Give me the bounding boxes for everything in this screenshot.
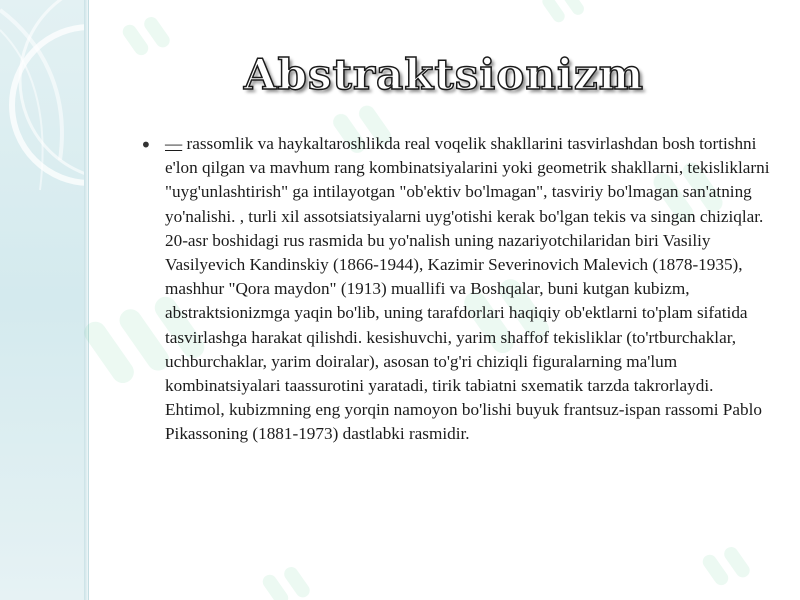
bullet-dot-icon: • xyxy=(140,133,152,157)
bullet-list xyxy=(140,132,770,447)
bullet-text xyxy=(165,132,770,447)
slide-title: Abstraktsionizm xyxy=(243,50,645,99)
bullet-body: rassomlik va haykaltaroshlikda real voqelik shakllarini tasvirlashdan bosh tortishni e'lon qilgan va mavhum rang kombinatsiyalarini yoki geometrik shakllarni, tekisliklarni "uyg'unlashtirish" ga intilayotgan "ob'ektiv bo'lmagan", tasviriy bo'lmagan san'atning yo'nalishi. , turli xil assotsiatsiyalarni uyg'otishi kerak bo'lgan tekis va singan chiziqlar. 20-asr boshidagi rus rasmida bu yo'nalish uning nazariyotchilaridan biri Vasiliy Vasilyevich Kandinskiy (1866-1944), Kazimir Severinovich Malevich (1878-1935), mashhur "Qora maydon" (1913) muallifi va Boshqalar, buni kutgan kubizm, abstraktsionizmga yaqin bo'lib, uning tarafdorlari haqiqiy ob'ektlarni to'plam sifatida tasvirlashga harakat qilishdi. kesishuvchi, yarim shaffof tekisliklar (to'rtburchaklar, uchburchaklar, yarim doiralar), asosan to'g'ri chiziqli figuralarning ma'lum kombinatsiyalari taassurotini yaratadi, tirik tabiatni sxematik tarzda takrorlaydi. Ehtimol, kubizmning eng yorqin namoyon bo'lishi buyuk frantsuz-ispan rassomi Pablo Pikassoning (1881-1973) dastlabki rasmidir. xyxy=(165,134,770,444)
list-item xyxy=(140,132,770,447)
bullet-dash: — xyxy=(165,134,183,153)
